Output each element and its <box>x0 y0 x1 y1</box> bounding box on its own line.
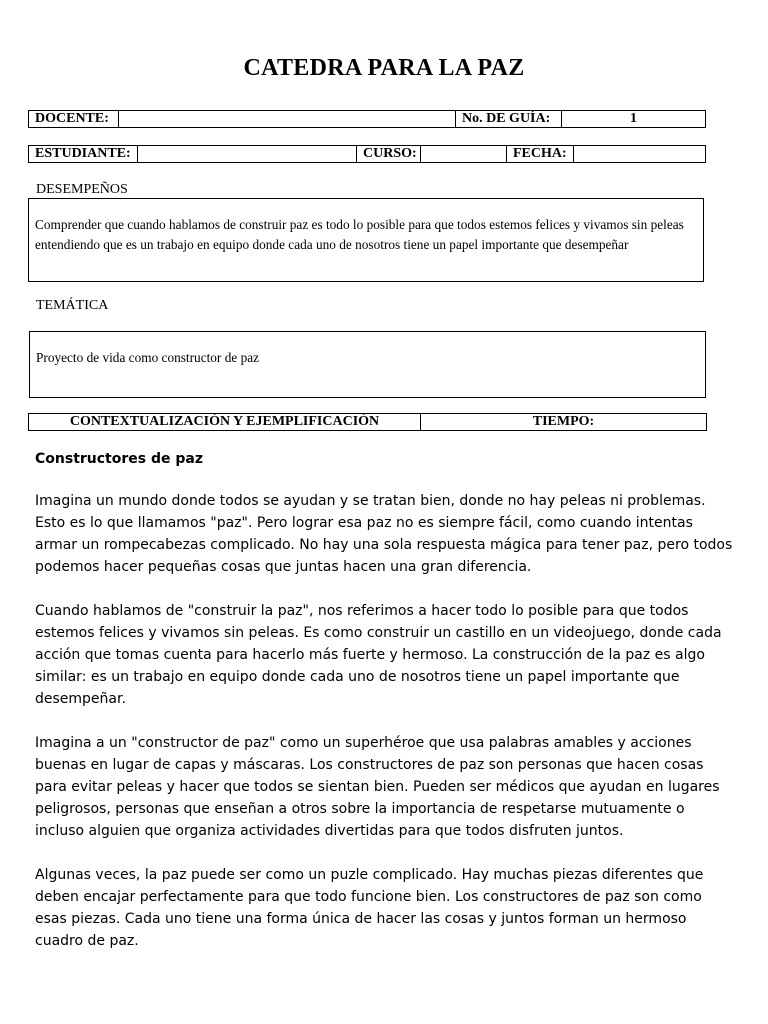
article-heading: Constructores de paz <box>35 451 203 467</box>
guia-label: No. DE GUÍA: <box>456 111 562 128</box>
desempenos-text: Comprender que cuando hablamos de construir paz es todo lo posible para que todos estemos felices y vivamos sin peleas entendiendo que es un trabajo en equipo donde cada uno de nosotros tiene un papel importante que desempeñar <box>35 217 684 252</box>
tematica-box <box>29 331 706 398</box>
desempenos-box <box>28 198 704 282</box>
tematica-label: TEMÁTICA <box>36 298 109 313</box>
tematica-text: Proyecto de vida como constructor de paz <box>36 350 260 365</box>
estudiante-label: ESTUDIANTE: <box>29 146 138 163</box>
article-paragraph: Algunas veces, la paz puede ser como un puzle complicado. Hay muchas piezas diferentes que deben encajar perfectamente para que todo funcione bien. Los constructores de paz son como esas piezas. Cada uno tiene una forma única de hacer las cosas y juntos forman un hermoso cuadro de paz. <box>35 867 704 949</box>
context-label: CONTEXTUALIZACIÓN Y EJEMPLIFICACIÓN <box>29 414 421 431</box>
article-paragraph: Cuando hablamos de "construir la paz", nos referimos a hacer todo lo posible para que todos estemos felices y vivamos sin peleas. Es como construir un castillo en un videojuego, donde cada acción que tomas cuenta para hacerlo más fuerte y hermoso. La construcción de la paz es algo similar: es un trabajo en equipo donde cada uno de nosotros tiene un papel importante que desempeñar. <box>35 603 722 707</box>
tiempo-label: TIEMPO: <box>421 414 707 431</box>
fecha-label: FECHA: <box>507 146 574 163</box>
article-paragraph: Imagina un mundo donde todos se ayudan y se tratan bien, donde no hay peleas ni problemas. Esto es lo que llamamos "paz". Pero lograr esa paz no es siempre fácil, como cuando intentas armar un rompecabezas complicado. No hay una sola respuesta mágica para tener paz, pero todos podemos hacer pequeñas cosas que juntas hacen una gran diferencia. <box>35 493 733 575</box>
page-title: CATEDRA PARA LA PAZ <box>243 55 525 81</box>
curso-label: CURSO: <box>357 146 421 163</box>
context-row <box>28 413 707 431</box>
article <box>35 448 735 974</box>
fecha-field[interactable] <box>574 146 706 163</box>
desempenos-label: DESEMPEÑOS <box>36 182 128 197</box>
curso-field[interactable] <box>421 146 507 163</box>
estudiante-field[interactable] <box>138 146 357 163</box>
article-paragraph: Imagina a un "constructor de paz" como un superhéroe que usa palabras amables y acciones buenas en lugar de capas y máscaras. Los constructores de paz son personas que hacen cosas para evitar peleas y hacer que todos se sientan bien. Pueden ser médicos que ayudan en lugares peligrosos, personas que enseñan a otros sobre la importancia de respetarse mutuamente o incluso alguien que organiza actividades divertidas para que todos disfruten juntos. <box>35 735 720 839</box>
guia-field[interactable]: 1 <box>562 111 706 128</box>
docente-field[interactable] <box>119 111 456 128</box>
docente-label: DOCENTE: <box>29 111 119 128</box>
estudiante-row <box>28 145 706 163</box>
docente-row <box>28 110 706 128</box>
